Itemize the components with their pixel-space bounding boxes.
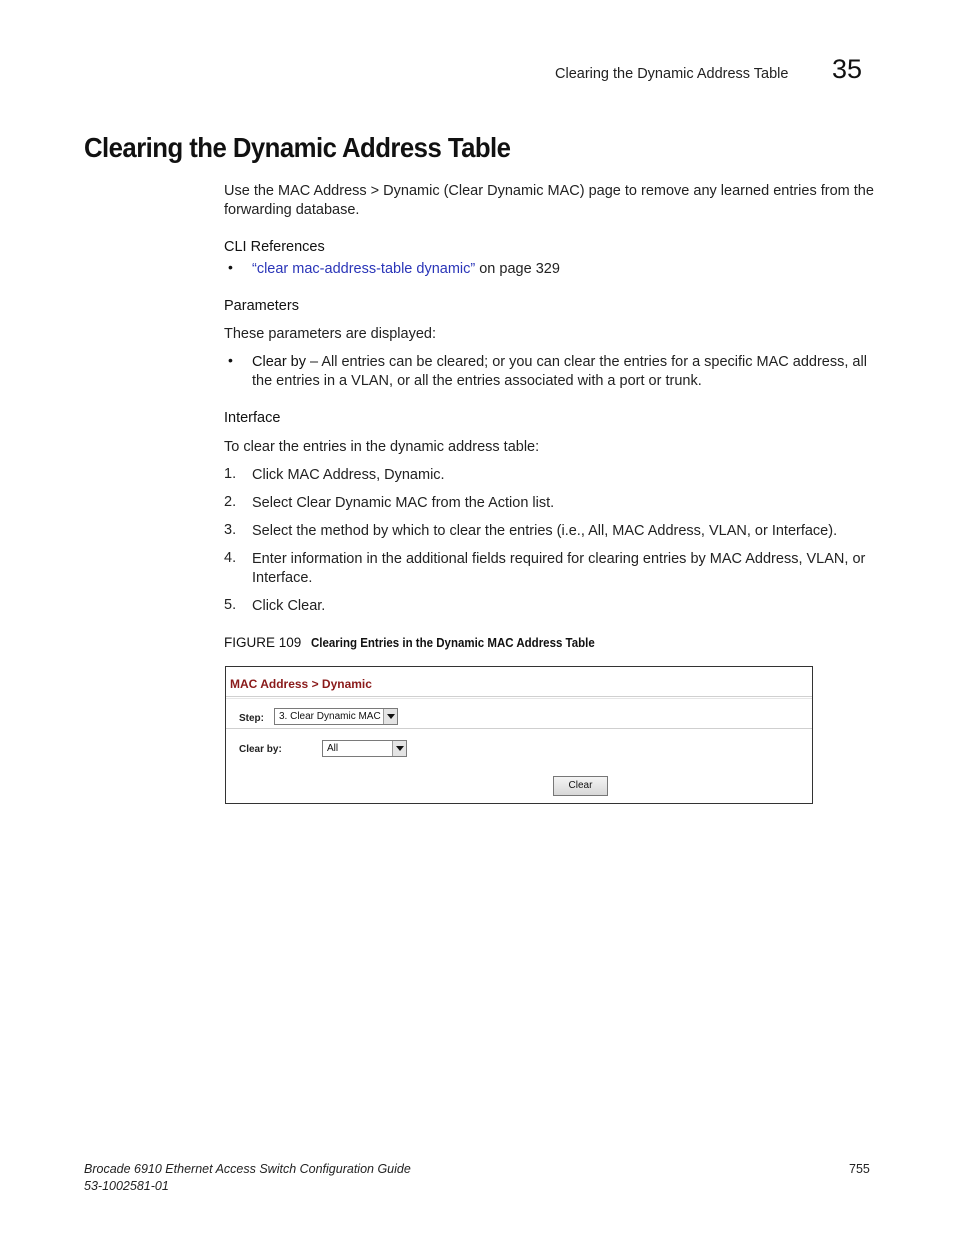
clear-button[interactable]: Clear (553, 776, 608, 796)
divider (226, 728, 812, 729)
chevron-down-icon[interactable] (383, 709, 397, 724)
parameters-heading: Parameters (224, 298, 299, 314)
figure-caption (224, 635, 620, 650)
clearby-label: Clear by: (239, 744, 282, 755)
figure-title: Clearing Entries in the Dynamic MAC Address Table (311, 636, 596, 650)
step-number: 1. (224, 466, 237, 482)
bullet-icon: • (228, 259, 233, 275)
clearby-select[interactable] (322, 740, 407, 757)
step-text: Click Clear. (252, 598, 326, 614)
cli-reference-suffix: on page 329 (475, 261, 560, 277)
interface-intro: To clear the entries in the dynamic address table: (224, 439, 540, 455)
footer-doc-number: 53-1002581-01 (84, 1179, 169, 1193)
figure-screenshot (225, 666, 813, 804)
running-header-title: Clearing the Dynamic Address Table (555, 66, 789, 82)
step-number: 2. (224, 494, 237, 510)
bullet-icon: • (228, 352, 233, 368)
intro-paragraph: Use the MAC Address > Dynamic (Clear Dynamic MAC) page to remove any learned entries from the forwarding database. (224, 183, 874, 218)
chapter-number: 35 (832, 54, 863, 84)
cli-references-heading: CLI References (224, 239, 325, 255)
footer-guide-title: Brocade 6910 Ethernet Access Switch Configuration Guide (84, 1162, 411, 1176)
parameter-term: Clear by (252, 354, 306, 370)
clearby-select-value: All (327, 743, 339, 754)
parameter-item (252, 353, 877, 391)
step-label: Step: (239, 713, 264, 724)
step-number: 5. (224, 597, 237, 613)
cli-reference-item (252, 260, 877, 279)
step-number: 4. (224, 550, 237, 566)
figure-number: FIGURE 109 (224, 635, 302, 650)
step-text: Click MAC Address, Dynamic. (252, 467, 445, 483)
step-text: Select the method by which to clear the entries (i.e., All, MAC Address, VLAN, or Interface). (252, 523, 838, 539)
step-number: 3. (224, 522, 237, 538)
divider (226, 696, 812, 699)
footer-page-number: 755 (849, 1162, 870, 1176)
step-select-value: 3. Clear Dynamic MAC (279, 711, 381, 722)
step-text: Enter information in the additional fields required for clearing entries by MAC Address, VLAN, or Interface. (252, 551, 866, 586)
step-select[interactable] (274, 708, 398, 725)
step-text: Select Clear Dynamic MAC from the Action list. (252, 495, 555, 511)
parameter-description: – All entries can be cleared; or you can clear the entries for a specific MAC address, all the entries in a VLAN, or all the entries associated with a port or trunk. (252, 354, 867, 389)
parameters-intro: These parameters are displayed: (224, 326, 436, 342)
ui-breadcrumb[interactable]: MAC Address > Dynamic (230, 677, 372, 691)
cli-reference-link[interactable]: “clear mac-address-table dynamic” (252, 261, 476, 277)
page-heading: Clearing the Dynamic Address Table (84, 132, 511, 163)
interface-heading: Interface (224, 410, 281, 426)
chevron-down-icon[interactable] (392, 741, 406, 756)
